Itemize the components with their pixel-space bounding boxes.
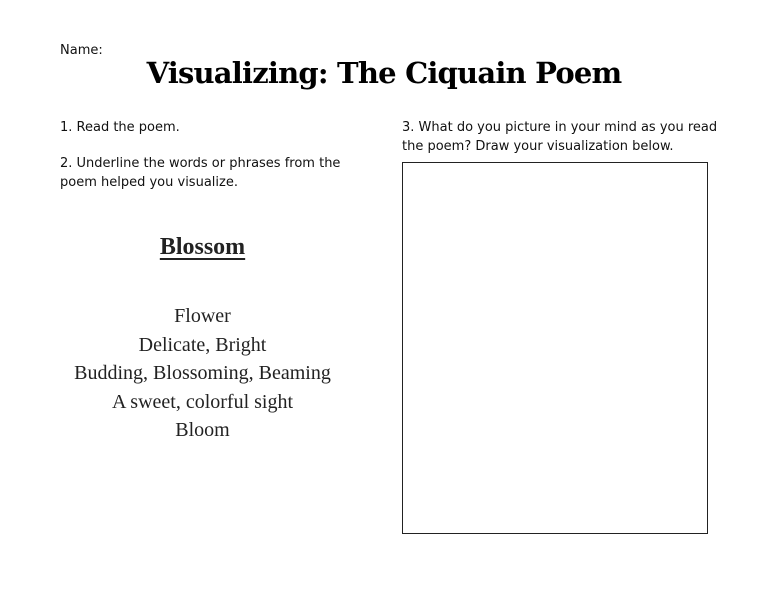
instruction-step-3 bbox=[402, 118, 717, 156]
poem-line: A sweet, colorful sight bbox=[111, 390, 294, 413]
instruction-step-3-line-2: the poem? Draw your visualization below. bbox=[402, 139, 674, 154]
poem-line: Flower bbox=[174, 305, 231, 327]
name-label: Name: bbox=[60, 43, 103, 58]
poem-line: Delicate, Bright bbox=[138, 333, 267, 356]
poem-title bbox=[60, 234, 345, 261]
poem-line: Bloom bbox=[175, 419, 230, 441]
drawing-area-box[interactable] bbox=[402, 162, 708, 534]
poem-body bbox=[55, 302, 350, 445]
instruction-step-2-line-2: poem helped you visualize. bbox=[60, 175, 238, 190]
instruction-step-2 bbox=[60, 154, 340, 192]
poem-title-text: Blossom bbox=[159, 234, 246, 260]
instruction-step-1: 1. Read the poem. bbox=[60, 120, 180, 135]
instruction-step-3-line-1: 3. What do you picture in your mind as you read bbox=[402, 120, 718, 135]
poem-line: Budding, Blossoming, Beaming bbox=[74, 362, 331, 384]
worksheet-title: Visualizing: The Ciquain Poem bbox=[146, 56, 622, 90]
instruction-step-2-line-1: 2. Underline the words or phrases from the bbox=[60, 156, 341, 171]
